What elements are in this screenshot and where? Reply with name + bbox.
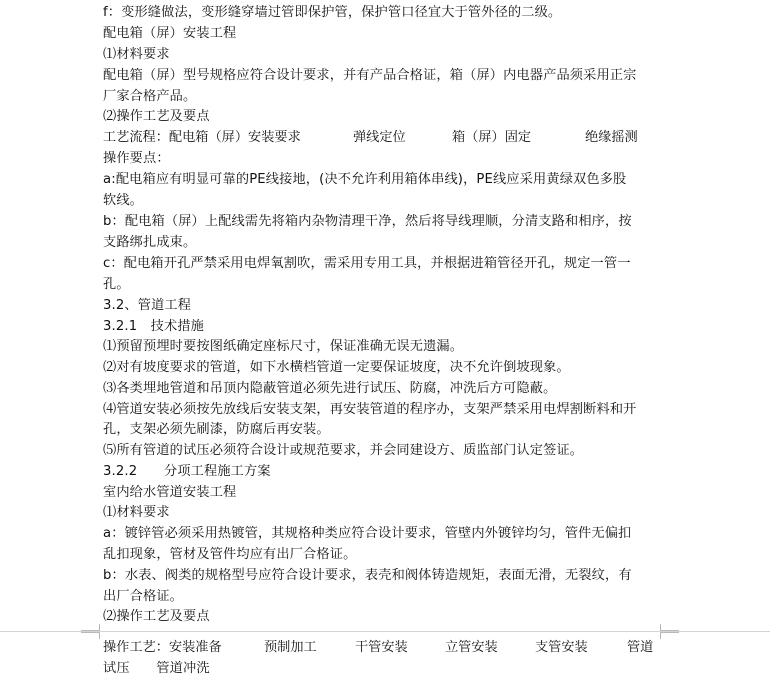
flow-step: 立管安装	[445, 640, 498, 655]
section-heading: 3.2.1 技术措施	[103, 319, 204, 334]
text-line: 厂家合格产品。	[103, 89, 197, 104]
flow-step: 绝缘摇测	[585, 130, 638, 145]
text-line: a:配电箱应有明显可靠的PE线接地，(决不允许利用箱体串线)，PE线应采用黄绿双色多股	[103, 172, 627, 187]
text-line: b：水表、阀类的规格型号应符合设计要求，表壳和阀体铸造规矩，表面无滑，无裂纹，有	[103, 568, 632, 583]
subheading: 室内给水管道安装工程	[103, 485, 237, 500]
subheading: ⑴材料要求	[103, 47, 170, 62]
text-line: b：配电箱（屏）上配线需先将箱内杂物清理干净，然后将导线理顺，分清支路和相序，按	[103, 214, 632, 229]
text-line: 出厂合格证。	[103, 589, 184, 604]
flow-step: 弹线定位	[353, 130, 406, 145]
text-line: 乱扣现象，管材及管件均应有出厂合格证。	[103, 547, 357, 562]
page-corner-mark	[81, 624, 100, 631]
text-line: 软线。	[103, 193, 144, 208]
section-heading: 3.2.2 分项工程施工方案	[103, 464, 271, 479]
text-line: 孔。	[103, 277, 130, 292]
text-line: a：镀锌管必须采用热镀管，其规格种类应符合设计要求，管壁内外镀锌均匀，管件无偏扣	[103, 526, 632, 541]
page-break-divider	[0, 631, 770, 632]
text-line: 操作要点：	[103, 151, 170, 166]
text-line: 支路绑扎成束。	[103, 235, 197, 250]
text-line: 试压 管道冲洗	[103, 661, 210, 676]
text-line: 配电箱（屏）型号规格应符合设计要求，并有产品合格证，箱（屏）内电器产品须采用正宗	[103, 68, 637, 83]
flow-step: 干管安装	[355, 640, 408, 655]
section-heading: 3.2、管道工程	[103, 298, 192, 313]
page-corner-mark	[660, 632, 679, 639]
subheading: ⑵操作工艺及要点	[103, 609, 210, 624]
subheading: ⑴材料要求	[103, 505, 170, 520]
text-line: f：变形缝做法，变形缝穿墙过管即保护管，保护管口径宜大于管外径的二级。	[103, 5, 562, 20]
subheading: ⑵操作工艺及要点	[103, 109, 210, 124]
flow-step: 箱（屏）固定	[452, 130, 532, 145]
text-line: 孔，支架必须先刷漆，防腐后再安装。	[103, 422, 330, 437]
flow-step: 工艺流程：配电箱（屏）安装要求	[103, 130, 301, 145]
flow-step: 预制加工	[264, 640, 317, 655]
text-line: ⑷管道安装必须按先放线后安装支架，再安装管道的程序办，支架严禁采用电焊割断料和开	[103, 402, 637, 417]
text-line: ⑵对有坡度要求的管道，如下水横档管道一定要保证坡度，决不允许倒坡现象。	[103, 360, 570, 375]
page-corner-mark	[660, 624, 679, 631]
flow-step: 操作工艺：安装准备	[103, 640, 222, 655]
section-heading: 配电箱（屏）安装工程	[103, 26, 237, 41]
flow-step: 支管安装	[535, 640, 588, 655]
flow-step: 管道	[627, 640, 654, 655]
text-line: ⑴预留预埋时要按图纸确定座标尺寸，保证准确无误无遗漏。	[103, 339, 464, 354]
text-line: ⑶各类埋地管道和吊顶内隐蔽管道必须先进行试压、防腐，冲洗后方可隐蔽。	[103, 381, 557, 396]
text-line: ⑸所有管道的试压必须符合设计或规范要求，并会同建设方、质监部门认定签证。	[103, 443, 584, 458]
text-line: c：配电箱开孔严禁采用电焊氧割吹，需采用专用工具，并根据进箱管径开孔，规定一管一	[103, 256, 631, 271]
page-corner-mark	[81, 632, 100, 639]
